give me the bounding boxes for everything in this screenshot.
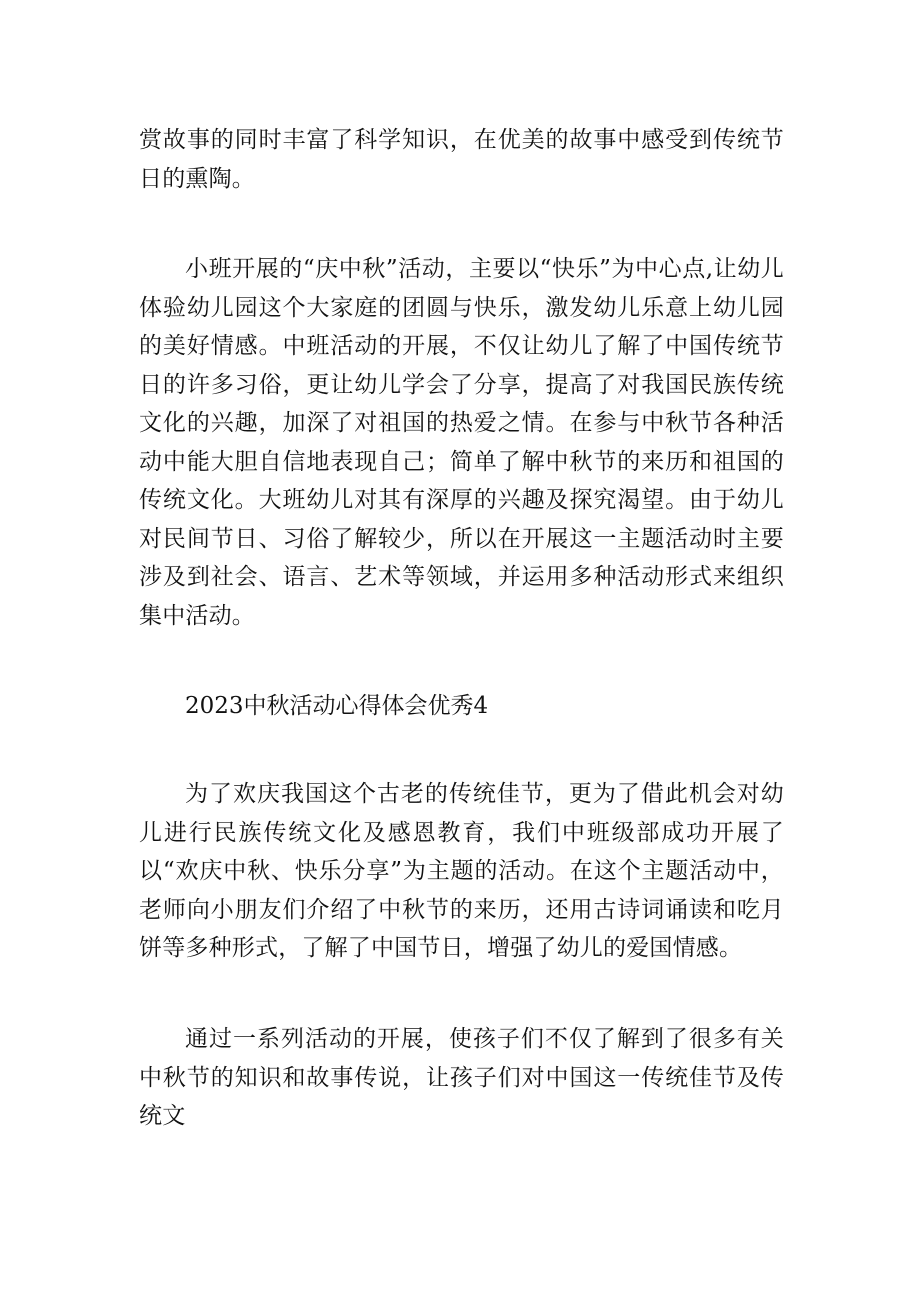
- paragraph-continuation: 赏故事的同时丰富了科学知识，在优美的故事中感受到传统节日的熏陶。: [139, 127, 784, 192]
- paragraph-middle-class-activity: 为了欢庆我国这个古老的传统佳节，更为了借此机会对幼儿进行民族传统文化及感恩教育，我们中班级部成功开展了以“欢庆中秋、快乐分享”为主题的活动。在这个主题活动中，老师向小朋友们介绍了中秋节的来历，还用古诗词诵读和吃月饼等多种形式，了解了中国节日，增强了幼儿的爱国情感。: [139, 781, 784, 961]
- paragraph-kindergarten-activities: 小班开展的“庆中秋”活动，主要以“快乐”为中心点,让幼儿体验幼儿园这个大家庭的团圆与快乐，激发幼儿乐意上幼儿园的美好情感。中班活动的开展，不仅让幼儿了解了中国传统节日的许多习俗，更让幼儿学会了分享，提高了对我国民族传统文化的兴趣，加深了对祖国的热爱之情。在参与中秋节各种活动中能大胆自信地表现自己；简单了解中秋节的来历和祖国的传统文化。大班幼儿对其有深厚的兴趣及探究渴望。由于幼儿对民间节日、习俗了解较少，所以在开展这一主题活动时主要涉及到社会、语言、艺术等领域，并运用多种活动形式来组织集中活动。: [139, 256, 784, 629]
- paragraph-activity-results: 通过一系列活动的开展，使孩子们不仅了解到了很多有关中秋节的知识和故事传说，让孩子们对中国这一传统佳节及传统文: [139, 1026, 784, 1129]
- section-heading: 2023中秋活动心得体会优秀4: [185, 693, 489, 719]
